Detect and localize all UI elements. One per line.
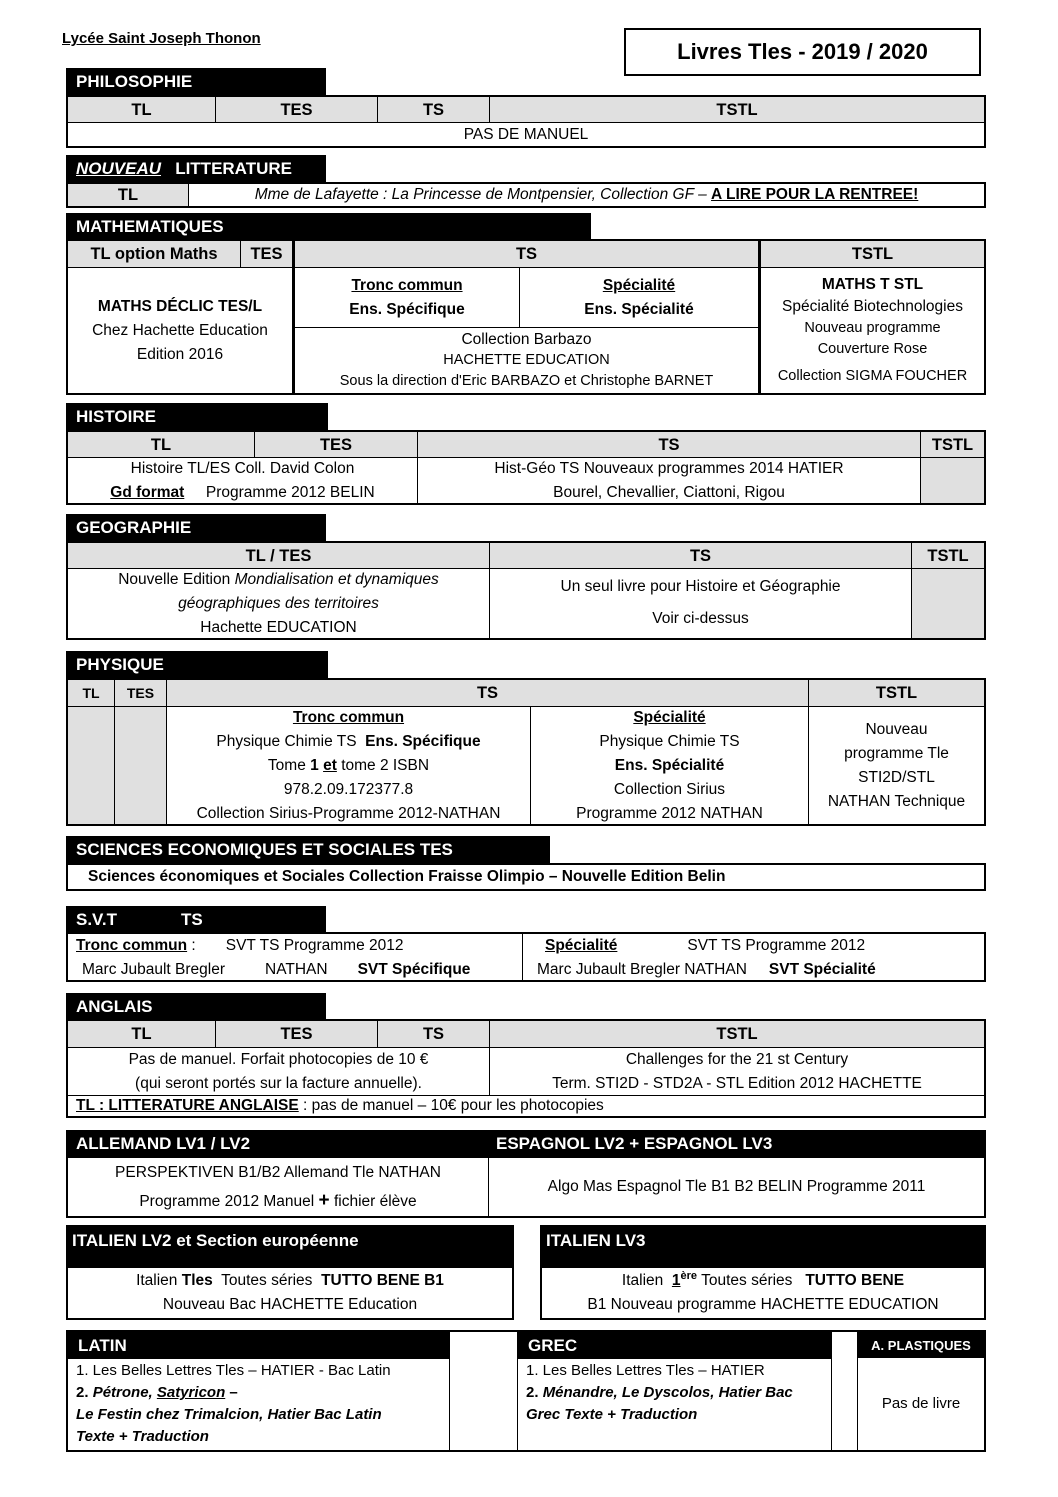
cover: Couverture Rose [817,341,928,357]
svt-title: S.V.T [76,909,117,929]
specialite-label: Spécialité [545,937,618,954]
grec-header: GREC [518,1332,832,1359]
langues-table [66,1156,986,1218]
book-title: MATHS DÉCLIC TES/L [97,297,263,315]
italien-label: Italien [136,1272,178,1289]
litterature-title: LITTERATURE [175,158,292,178]
programme: Programme 2012 BELIN [205,483,375,501]
svt-tronc [68,934,518,980]
publisher: Nouveau Bac HACHETTE Education [162,1296,418,1313]
book-title: Hist-Géo TS Nouveaux programmes 2014 HATIER [494,459,844,477]
col-tes: TES [114,680,166,706]
geographie-ts [489,568,911,638]
maths-ts-tronc [292,267,519,327]
anglais-note [68,1095,984,1116]
philosophie-content: PAS DE MANUEL [68,122,984,146]
ses-content: Sciences économiques et Sociales Collection Fraisse Olimpio – Nouvelle Edition Belin [88,868,726,885]
maths-header: MATHEMATIQUES [66,213,591,240]
anglais-general [68,1047,489,1095]
col-tes: TES [240,241,292,267]
book-title: TUTTO BENE [805,1272,905,1289]
latin-header: LATIN [68,1332,450,1359]
programme: Programme 2012 Manuel [139,1192,315,1210]
litterature-book: Mme de Lafayette : La Princesse de Montpensier, Collection GF – [254,186,707,203]
col-tstl: TSTL [920,432,984,457]
grec-content [518,1359,832,1450]
col-tl: TL [68,1021,215,1047]
anglais-table [66,1019,986,1118]
geographie-header: GEOGRAPHIE [66,514,326,541]
italien-label: Italien [621,1272,664,1289]
geographie-tstl-empty [911,568,984,638]
langues-header [66,1130,986,1157]
italien-table [66,1266,514,1320]
tronc-commun-label: Tronc commun [351,276,463,294]
colon: : [187,937,196,954]
book-title-1: Mondialisation et dynamiques [234,570,439,588]
book-title: MATHS T STL [821,276,924,293]
ens-specialite: Ens. Spécialité [614,756,725,774]
publisher: Chez Hachette Education [92,321,268,339]
histoire-tstl-empty [920,457,984,503]
plastiques-content: Pas de livre [881,1395,961,1412]
publisher: Hachette EDUCATION [200,618,357,636]
tles: Tles [181,1272,213,1289]
physique-header: PHYSIQUE [66,651,328,678]
ens-specialite: Ens. Spécialité [584,300,694,318]
fichier-eleve: fichier élève [333,1192,417,1210]
author: Pétrone, [92,1384,153,1401]
ses-header: SCIENCES ECONOMIQUES ET SOCIALES TES [66,836,550,863]
col-tstl: TSTL [808,680,984,706]
italien-content [68,1268,512,1318]
ens-specifique: Ens. Spécifique [349,300,465,318]
col-ts: TS [166,680,808,706]
book-title: PERSPEKTIVEN B1/B2 Allemand Tle NATHAN [115,1163,441,1181]
col-tl: TL [68,432,254,457]
anciennes-table [66,1330,986,1452]
tome-2-isbn: tome 2 ISBN [341,756,430,774]
collection: Collection Sirius [613,780,726,798]
litterature-content [188,184,984,206]
book-title: Challenges for the 21 st Century [625,1050,849,1068]
svt-specifique: SVT Spécifique [357,961,471,978]
note: Un seul livre pour Histoire et Géographie [560,578,841,595]
edition: Nouvelle Edition [118,570,231,588]
litterature-anglaise-label: TL : LITTERATURE ANGLAISE [76,1097,299,1114]
col-tes: TES [215,1021,377,1047]
edition: Edition 2016 [136,345,224,363]
school-name: Lycée Saint Joseph Thonon [62,30,261,47]
anglais-tstl [489,1047,984,1095]
col-tl: TL [68,97,215,122]
maths-ts-spe [519,267,758,327]
col-tstl: TSTL [911,543,984,568]
histoire-table [66,430,986,505]
col-tl-maths: TL option Maths [68,241,240,267]
physique-table [66,678,986,826]
latin-book-2: Le Festin chez Trimalcion, Hatier Bac Latin [76,1406,382,1423]
ens-specifique: Ens. Spécifique [365,732,481,750]
programme: Programme 2012 NATHAN [576,804,763,822]
series: Toutes séries [221,1272,313,1289]
latin-grec-spacer [450,1332,518,1450]
line-4: NATHAN Technique [827,792,966,810]
premiere-number: 1 [671,1272,681,1289]
authors: Bourel, Chevallier, Ciattoni, Rigou [553,483,785,501]
grec-arts-spacer [832,1332,858,1450]
speciality: Spécialité Biotechnologies [782,298,963,315]
italien-header: ITALIEN LV2 et Section européenne [66,1225,514,1267]
col-tl: TL [68,680,114,706]
line-3: STI2D/STL [858,768,935,786]
col-ts: TS [489,543,911,568]
book-title-2: géographiques des territoires [178,594,379,612]
litterature-header [66,155,326,182]
document-title: Livres Tles - 2019 / 2020 [624,28,981,76]
series: Toutes séries [701,1272,793,1289]
col-tstl: TSTL [758,241,984,267]
col-tes: TES [254,432,417,457]
book-title: SVT TS Programme 2012 [687,937,866,954]
col-tes: TES [215,97,377,122]
grec-book-2-suffix: Grec Texte + Traduction [526,1406,698,1423]
italien-lv3-header: ITALIEN LV3 [540,1225,986,1267]
physique-tl-empty [68,706,114,824]
grec-book-1: 1. Les Belles Lettres Tles – HATIER [526,1362,765,1379]
italien-lv3-content [542,1268,984,1318]
reference: Voir ci-dessus [652,610,749,627]
line-2: programme Tle [844,744,949,762]
specialite-label: Spécialité [633,708,706,726]
physique-ts-spe [530,706,808,824]
geographie-table [66,541,986,640]
latin-book-2-suffix: Texte + Traduction [76,1428,209,1445]
col-ts: TS [417,432,920,457]
book-title: Physique Chimie TS [599,732,740,750]
isbn: 978.2.09.172377.8 [283,780,414,798]
physique-ts-tronc [166,706,530,824]
programme: Nouveau programme [804,320,941,336]
line-1: Pas de manuel. Forfait photocopies de 10 € [128,1050,429,1068]
book-title: TUTTO BENE B1 [321,1272,444,1289]
svt-spe [522,934,984,980]
and-word: et [323,756,337,774]
allemand-title: ALLEMAND LV1 / LV2 [76,1133,251,1153]
svt-level: TS [180,909,203,929]
authors: Marc Jubault Bregler [82,961,226,978]
publisher: NATHAN [265,961,328,978]
rentree-alert: A LIRE POUR LA RENTREE! [711,186,919,203]
edition: Term. STI2D - STD2A - STL Edition 2012 HACHETTE [552,1074,922,1092]
line-1: Nouveau [865,720,928,738]
tronc-commun-label: Tronc commun [76,937,188,954]
col-tl-tes: TL / TES [68,543,489,568]
histoire-header: HISTOIRE [66,403,328,430]
philosophie-table [66,95,986,148]
tronc-commun-label: Tronc commun [292,708,405,726]
physique-tstl [808,706,984,824]
col-ts: TS [377,1021,489,1047]
note-text: : pas de manuel – 10€ pour les photocopies [298,1097,604,1114]
collection: Collection SIGMA FOUCHER [777,368,968,384]
grec-book-2: Ménandre, Le Dyscolos, Hatier Bac [542,1384,793,1401]
maths-ts-book [292,327,758,393]
number: 2. [76,1384,89,1401]
plastiques-header: A. PLASTIQUES [858,1332,984,1358]
svt-specialite: SVT Spécialité [768,961,876,978]
espagnol-title: ESPAGNOL LV2 + ESPAGNOL LV3 [496,1133,773,1153]
col-tl: TL [68,184,188,206]
italien-lv3-table [540,1266,986,1320]
title: Satyricon [156,1384,226,1401]
ses-table [66,863,986,891]
svt-table [66,932,986,982]
col-ts: TS [377,97,489,122]
maths-tstl [758,267,984,393]
authors-publisher: Marc Jubault Bregler NATHAN [537,961,747,978]
latin-book-1: 1. Les Belles Lettres Tles – HATIER - Bac Latin [76,1362,391,1379]
book-title: Histoire TL/ES Coll. David Colon [130,459,355,477]
authors: Sous la direction d'Eric BARBAZO et Christophe BARNET [339,373,714,389]
col-tstl: TSTL [489,97,984,122]
physique-tes-empty [114,706,166,824]
collection: Collection Sirius-Programme 2012-NATHAN [196,804,501,822]
histoire-tl-es [68,457,417,503]
line-2: (qui seront portés sur la facture annuelle). [135,1074,422,1092]
espagnol-content: Algo Mas Espagnol Tle B1 B2 BELIN Programme 2011 [488,1158,984,1216]
philosophie-header: PHILOSOPHIE [66,68,326,95]
col-ts: TS [292,241,758,267]
premiere-suffix: ère [680,1269,698,1282]
maths-tl-es [68,267,292,393]
publisher: B1 Nouveau programme HACHETTE EDUCATION [587,1296,939,1313]
number: 2. [526,1384,539,1401]
dash: – [225,1384,238,1401]
allemand-content [68,1158,488,1216]
tome-1: 1 [310,756,319,774]
plus-sign: + [318,1189,330,1211]
anglais-header: ANGLAIS [66,993,326,1020]
maths-table [66,239,986,395]
book-title: Physique Chimie TS [216,732,357,750]
geographie-tl-es [68,568,489,638]
format-label: Gd format [110,483,185,501]
tome-label: Tome [267,756,306,774]
specialite-label: Spécialité [602,276,676,294]
histoire-ts [417,457,920,503]
book-title: SVT TS Programme 2012 [225,937,404,954]
nouveau-label: NOUVEAU [76,158,162,178]
litterature-table [66,182,986,208]
svt-header [66,906,326,933]
col-tstl: TSTL [489,1021,984,1047]
publisher: HACHETTE EDUCATION [443,352,610,368]
collection: Collection Barbazo [461,331,592,348]
latin-content [68,1359,450,1450]
